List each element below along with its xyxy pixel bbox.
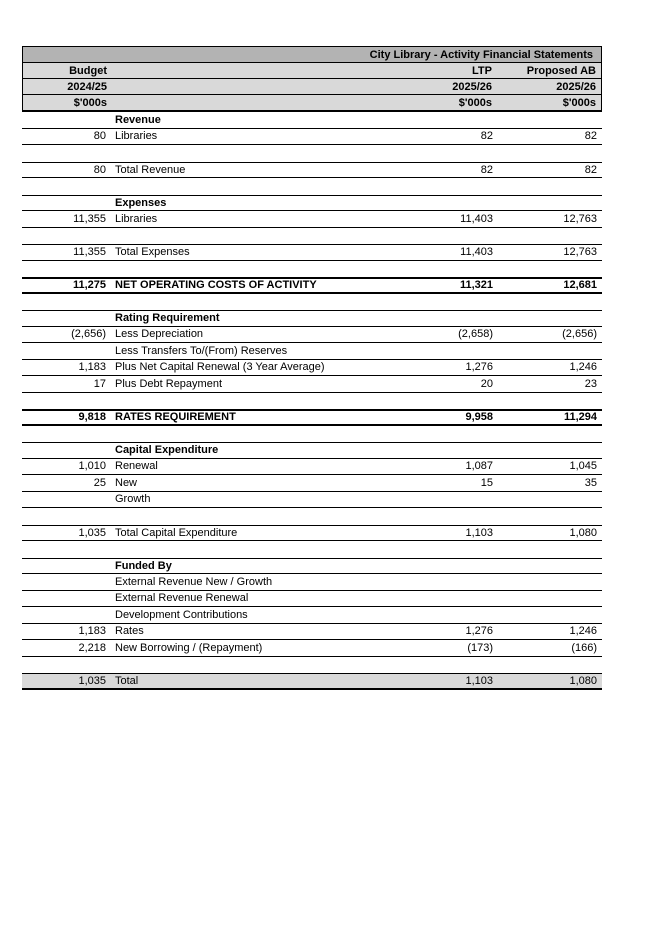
row-label: New Borrowing / (Repayment) [115, 641, 263, 654]
budget-value: 1,035 [78, 526, 106, 539]
ltp-value: 1,276 [465, 361, 493, 374]
row-label: Development Contributions [115, 608, 248, 621]
spacer-row [22, 393, 602, 410]
spacer-row [22, 541, 602, 558]
proposed-value: 12,681 [563, 279, 597, 292]
proposed-value: 1,246 [569, 361, 597, 374]
ltp-value: 1,087 [465, 460, 493, 473]
proposed-value: 1,045 [569, 460, 597, 473]
row-label: Funded By [115, 559, 172, 572]
row-label: NET OPERATING COSTS OF ACTIVITY [115, 279, 317, 292]
row-label: Total Capital Expenditure [115, 526, 238, 539]
table-row [22, 574, 602, 591]
table-row [22, 343, 602, 360]
ltp-value: 82 [480, 130, 493, 143]
row-label: Plus Debt Repayment [115, 377, 222, 390]
ltp-value: 20 [480, 377, 493, 390]
header-row-units [23, 95, 601, 110]
financial-statement-table [22, 46, 602, 690]
ltp-value: (2,658) [458, 328, 493, 341]
table-row [22, 492, 602, 509]
section-header-row [22, 442, 602, 459]
budget-value: 1,010 [78, 460, 106, 473]
proposed-value: 12,763 [563, 246, 597, 259]
row-label: Total Expenses [115, 246, 190, 259]
header-row-year [23, 79, 601, 95]
ltp-value: 82 [480, 163, 493, 176]
proposed-year: 2025/26 [556, 80, 596, 93]
budget-value: 80 [93, 163, 106, 176]
table-title: City Library - Activity Financial Statements [23, 47, 601, 63]
spacer-row [22, 228, 602, 245]
budget-units: $'000s [73, 96, 107, 109]
budget-value: 1,183 [78, 361, 106, 374]
budget-value: 1,035 [78, 674, 106, 687]
row-label: Capital Expenditure [115, 444, 219, 457]
proposed-value: 82 [584, 163, 597, 176]
table-row [22, 376, 602, 393]
proposed-value: (166) [571, 641, 597, 654]
row-label: Growth [115, 493, 151, 506]
budget-value: 9,818 [78, 411, 106, 424]
ltp-value: 11,321 [459, 279, 493, 292]
budget-year: 2024/25 [67, 80, 107, 93]
table-row [22, 129, 602, 146]
row-label: Libraries [115, 212, 158, 225]
row-label: External Revenue Renewal [115, 592, 249, 605]
row-label: Renewal [115, 460, 158, 473]
section-header-row [22, 558, 602, 575]
ltp-value: 9,958 [465, 411, 493, 424]
ltp-units: $'000s [458, 96, 492, 109]
proposed-value: 1,080 [569, 674, 597, 687]
proposed-value: 1,080 [569, 526, 597, 539]
ltp-value: 11,403 [460, 212, 493, 225]
section-header-row [22, 310, 602, 327]
ltp-value: 15 [480, 476, 493, 489]
proposed-units: $'000s [562, 96, 596, 109]
table-row [22, 607, 602, 624]
proposed-column-label: Proposed AB [526, 64, 596, 77]
table-row [22, 162, 602, 179]
table-body [22, 112, 602, 690]
row-label: External Revenue New / Growth [115, 575, 273, 588]
total-row [22, 673, 602, 690]
table-row [22, 624, 602, 641]
spacer-row [22, 261, 602, 278]
ltp-value: 11,403 [460, 246, 493, 259]
ltp-value: (173) [467, 641, 493, 654]
row-label: Less Depreciation [115, 328, 204, 341]
row-label: Plus Net Capital Renewal (3 Year Average) [115, 361, 325, 374]
proposed-value: 1,246 [569, 625, 597, 638]
summary-row [22, 277, 602, 294]
table-row [22, 327, 602, 344]
ltp-value: 1,103 [465, 526, 493, 539]
row-label: Total [115, 674, 139, 687]
budget-value: 2,218 [78, 641, 106, 654]
proposed-value: (2,656) [562, 328, 597, 341]
row-label: Rating Requirement [115, 312, 220, 325]
row-label: Expenses [115, 196, 167, 209]
row-label: Rates [115, 625, 144, 638]
ltp-value: 1,276 [465, 625, 493, 638]
table-row [22, 211, 602, 228]
ltp-value: 1,103 [465, 674, 493, 687]
table-row [22, 244, 602, 261]
budget-value: 11,355 [73, 246, 106, 259]
table-header [22, 46, 602, 112]
spacer-row [22, 145, 602, 162]
budget-value: 25 [93, 476, 106, 489]
row-label: RATES REQUIREMENT [115, 411, 236, 424]
ltp-column-label: LTP [472, 64, 492, 77]
row-label: Libraries [115, 130, 158, 143]
row-label: Total Revenue [115, 163, 186, 176]
spacer-row [22, 657, 602, 674]
section-header-row [22, 195, 602, 212]
proposed-value: 82 [584, 130, 597, 143]
proposed-value: 23 [584, 377, 597, 390]
row-label: Less Transfers To/(From) Reserves [115, 344, 288, 357]
budget-value: 1,183 [78, 625, 106, 638]
budget-value: 80 [93, 130, 106, 143]
budget-column-label: Budget [69, 64, 107, 77]
table-row [22, 640, 602, 657]
budget-value: 11,275 [72, 279, 106, 292]
spacer-row [22, 178, 602, 195]
table-row [22, 459, 602, 476]
budget-value: 11,355 [73, 212, 106, 225]
spacer-row [22, 426, 602, 443]
row-label: New [115, 476, 138, 489]
table-row [22, 360, 602, 377]
spacer-row [22, 508, 602, 525]
budget-value: (2,656) [71, 328, 106, 341]
table-row [22, 591, 602, 608]
section-header-row [22, 112, 602, 129]
proposed-value: 12,763 [563, 212, 597, 225]
row-label: Revenue [115, 113, 161, 126]
budget-value: 17 [93, 377, 106, 390]
table-row [22, 475, 602, 492]
proposed-value: 35 [584, 476, 597, 489]
summary-row [22, 409, 602, 426]
proposed-value: 11,294 [563, 411, 597, 424]
header-row-scenario [23, 63, 601, 79]
spacer-row [22, 294, 602, 311]
table-row [22, 525, 602, 542]
ltp-year: 2025/26 [452, 80, 492, 93]
